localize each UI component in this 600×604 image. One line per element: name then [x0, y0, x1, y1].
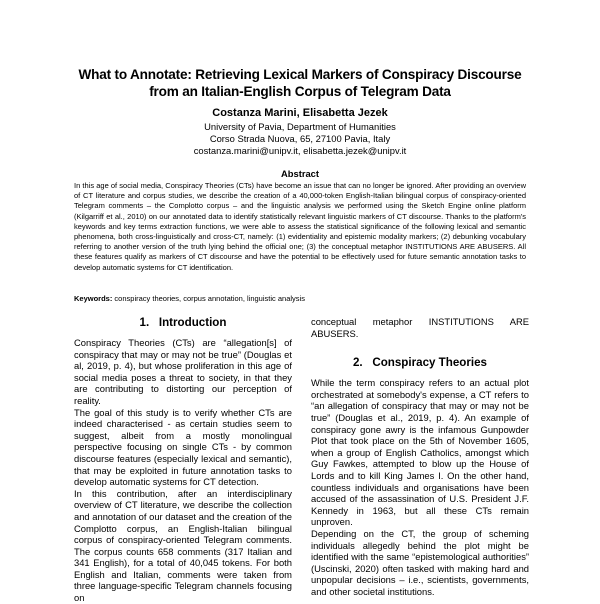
abstract-text: In this age of social media, Conspiracy Theories (CTs) have become an issue that can no longer be ignored. After providing an overview of CT literature and corpus studies, we describe the creation of a 40,000-token English-Italian bilingual corpus of conspiracy-oriented Telegram comments – the Complotto corpus – and the linguistic analysis we performed using the Sketch Engine online platform (Kilgarriff et al., 2010) on our annotated data to identify statistically relevant linguistic markers of CT discourse. Thanks to the platform's keywords and key terms extraction functions, we were able to assess the statistical significance of the following lexical and semantic phenomena, both cross-linguistically and cross-CT, namely: (1) evidentiality and epistemic modality markers; (2) debunking vocabulary referring to another version of the truth lying behind the official one; (3) the conceptual metaphor INSTITUTIONS ARE ABUSERS. All these features qualify as markers of CT discourse and have the potential to be effectively used for future semantic annotation tasks to develop automatic systems for CT identification.	[74, 181, 526, 272]
ct-paragraph-2: Depending on the CT, the group of scheming individuals allegedly behind the plot might be identified with the same “epistemological authorities” (Uscinski, 2020) often tasked with making hard and unpopular decisions – i.e., scientists, governments, and other societal institutions.	[311, 527, 529, 597]
intro-paragraph-2: The goal of this study is to verify whether CTs are indeed characterised - as certain studies seem to suggest, albeit from a mostly monolingual perspective focusing on single CTs - by common discourse features (especially lexical and semantic), that may be exploited in future annotation tasks to develop automatic systems for CT detection.	[74, 406, 292, 488]
right-column	[311, 316, 529, 597]
keywords-text: conspiracy theories, corpus annotation, linguistic analysis	[112, 294, 305, 303]
ct-paragraph-1: While the term conspiracy refers to an actual plot orchestrated at somebody's expense, a CT refers to “an allegation of conspiracy that may or may not be true” (Douglas et al., 2019, p. 4). An example of conspiracy gone awry is the infamous Gunpowder Plot that took place on the 5th of November 1605, when a group of English Catholics, amongst which Guy Fawkes, attempted to blow up the House of Lords and to kill King James I. On the other hand, countless individuals and organisations have been accused of the assassination of U.S. President J.F. Kennedy in 1963, but all these CTs remain unproven.	[311, 377, 529, 528]
affiliation-emails: costanza.marini@unipv.it, elisabetta.jezek@unipv.it	[193, 145, 407, 157]
affiliation-address: Corso Strada Nuova, 65, 27100 Pavia, Italy	[209, 133, 391, 145]
abstract-heading: Abstract	[280, 168, 320, 179]
title-line-1: What to Annotate: Retrieving Lexical Markers of Conspiracy Discourse	[78, 67, 522, 82]
paper-title	[40, 66, 560, 100]
intro-continuation: conceptual metaphor INSTITUTIONS ARE ABUSERS.	[311, 316, 529, 339]
keywords-line	[74, 294, 526, 304]
affiliation-block	[100, 121, 500, 158]
title-line-2: from an Italian-English Corpus of Telegram Data	[149, 84, 451, 99]
keywords-label: Keywords:	[74, 294, 113, 303]
left-column	[74, 316, 292, 604]
intro-paragraph-3: In this contribution, after an interdisciplinary overview of CT literature, we describe the collection and annotation of our dataset and the creation of the Complotto corpus, an English-Italian bilingual corpus of conspiracy-oriented Telegram comments. The corpus counts 658 comments (317 Italian and 341 English), for a total of 40,045 tokens. For both English and Italian, comments were taken from three language-specific Telegram channels focusing on	[74, 487, 292, 604]
section-heading-conspiracy-theories: 2. Conspiracy Theories	[352, 356, 488, 370]
author-names: Costanza Marini, Elisabetta Jezek	[212, 107, 388, 119]
section-heading-introduction: 1. Introduction	[139, 316, 227, 329]
affiliation-department: University of Pavia, Department of Humanities	[204, 121, 396, 132]
intro-paragraph-1: Conspiracy Theories (CTs) are “allegation[s] of conspiracy that may or may not be true” (Douglas et al, 2019, p. 4), but whose proliferation in this age of social media poses a threat to society, in that they are contributing to distorting our perception of reality.	[74, 337, 292, 406]
